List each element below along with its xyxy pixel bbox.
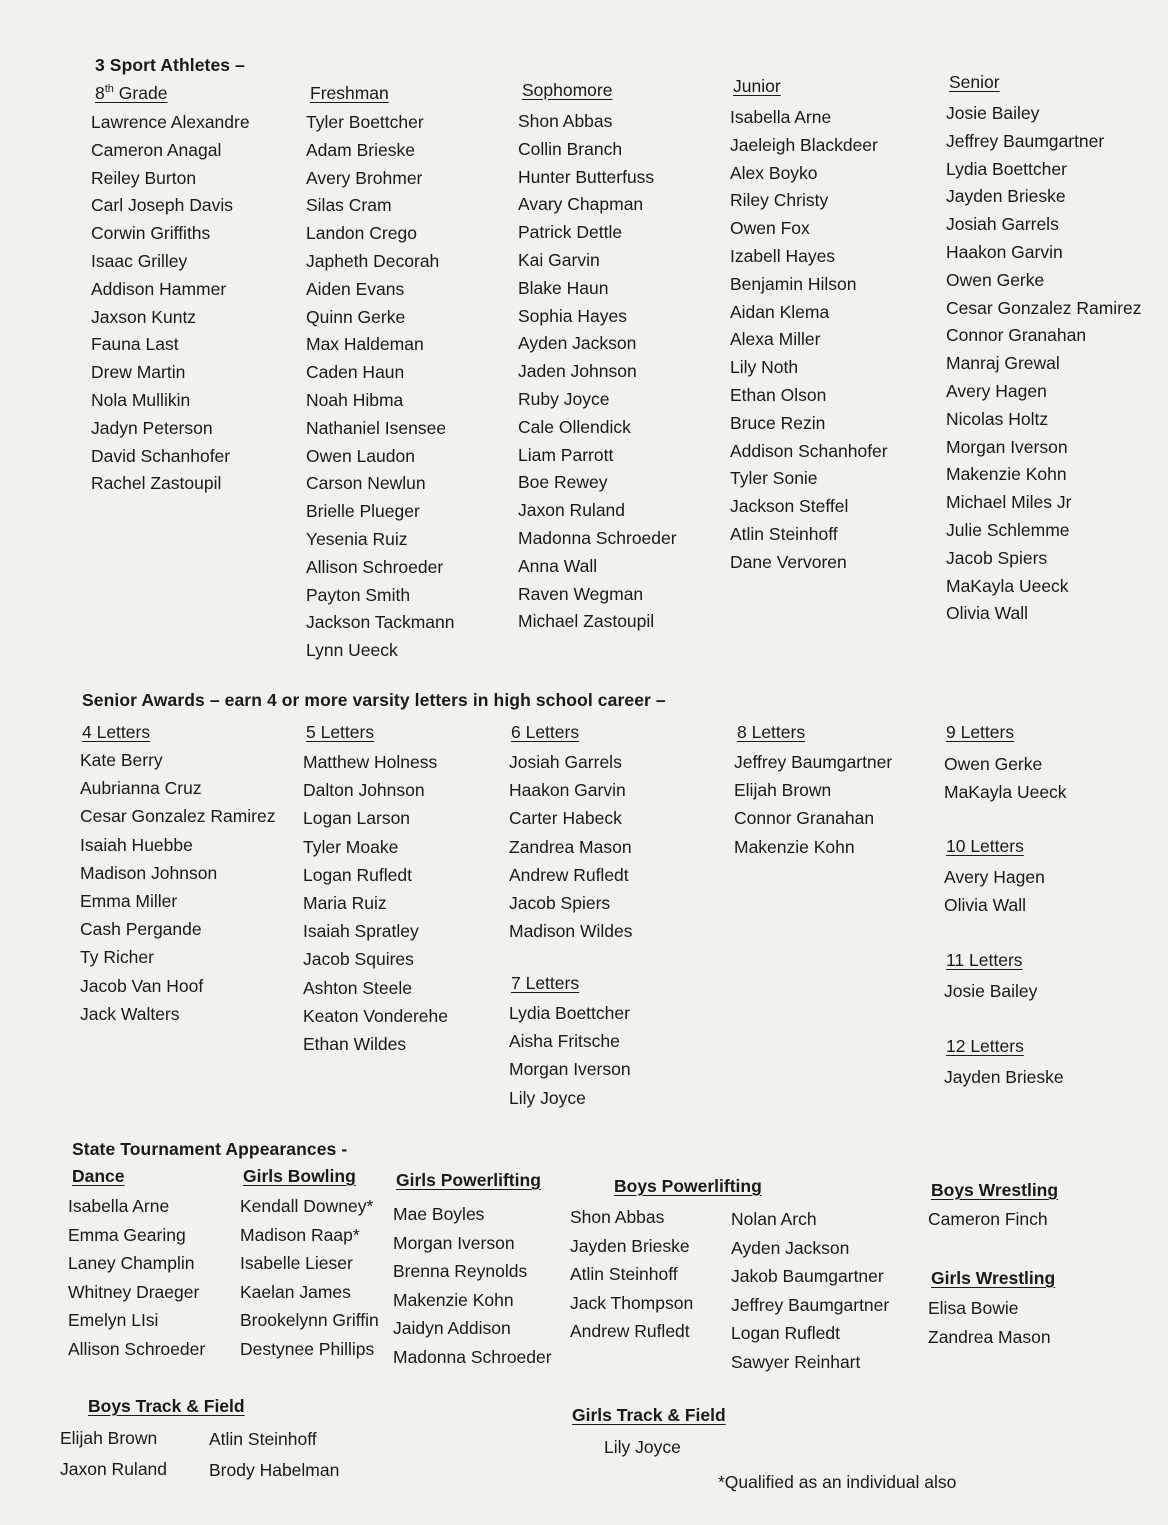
name-list-4-letters xyxy=(80,746,275,1028)
name-list-7-letters xyxy=(509,999,631,1112)
athlete-name: Ethan Wildes xyxy=(303,1034,407,1055)
athlete-name: Aisha Fritsche xyxy=(509,1031,620,1052)
athlete-name: Jack Thompson xyxy=(570,1292,694,1313)
athlete-name: Makenzie Kohn xyxy=(946,464,1067,485)
three-sport-athletes-title: 3 Sport Athletes – xyxy=(95,55,245,75)
athlete-name: Shon Abbas xyxy=(518,111,613,131)
athlete-name: Aidan Klema xyxy=(730,301,830,322)
name-list-10-letters xyxy=(944,863,1045,919)
qualification-footnote: *Qualified as an individual also xyxy=(718,1472,957,1492)
athlete-name: Jacob Spiers xyxy=(509,893,611,914)
column-heading-8th-grade xyxy=(95,83,167,104)
athlete-name: Avery Hagen xyxy=(946,380,1047,401)
athlete-name: Lynn Ueeck xyxy=(306,640,398,661)
athlete-name: Jaeleigh Blackdeer xyxy=(730,134,878,155)
athlete-name: Josiah Garrels xyxy=(509,752,622,772)
athlete-name: Maria Ruiz xyxy=(303,893,387,914)
athlete-name: Tyler Sonie xyxy=(730,468,818,489)
athlete-name: Ty Richer xyxy=(80,947,154,968)
column-heading-senior: Senior xyxy=(949,72,1000,92)
athlete-name: Morgan Iverson xyxy=(393,1232,515,1253)
athlete-name: Bruce Rezin xyxy=(730,412,826,433)
state-tournament-title: State Tournament Appearances - xyxy=(72,1139,348,1159)
athlete-name: Madonna Schroeder xyxy=(518,527,677,548)
grade-word: Grade xyxy=(113,83,168,103)
athlete-name: Brielle Plueger xyxy=(306,501,420,522)
awards-heading-12-letters: 12 Letters xyxy=(946,1036,1024,1056)
athlete-name: Jaxon Ruland xyxy=(60,1459,168,1479)
athlete-name: Josie Bailey xyxy=(946,103,1040,123)
athlete-name: Izabell Hayes xyxy=(730,245,836,266)
athlete-name: Jack Walters xyxy=(80,1003,180,1024)
name-list-12-letters xyxy=(944,1063,1064,1091)
athlete-name: Michael Miles Jr xyxy=(946,492,1072,513)
state-heading-girls-track: Girls Track & Field xyxy=(572,1405,726,1425)
athlete-name: Julie Schlemme xyxy=(946,519,1070,540)
athlete-name: Lawrence Alexandre xyxy=(91,112,250,132)
athlete-name: Allison Schroeder xyxy=(306,556,444,577)
athlete-name: Cale Ollendick xyxy=(518,416,631,437)
athlete-name: Elisa Bowie xyxy=(928,1298,1019,1318)
awards-heading-10-letters: 10 Letters xyxy=(946,836,1024,856)
athlete-name: Elijah Brown xyxy=(734,780,832,801)
athlete-name: Owen Laudon xyxy=(306,445,415,466)
grade-number: 8 xyxy=(95,83,105,103)
state-heading-girls-bowling: Girls Bowling xyxy=(243,1166,356,1186)
athlete-name: Max Haldeman xyxy=(306,334,424,355)
athlete-name: Kendall Downey* xyxy=(240,1196,374,1216)
athlete-name: Madison Johnson xyxy=(80,862,218,883)
athlete-name: Avary Chapman xyxy=(518,194,644,215)
athlete-name: Destynee Phillips xyxy=(240,1338,375,1359)
athlete-name: Atlin Steinhoff xyxy=(730,523,838,544)
state-heading-dance: Dance xyxy=(72,1166,125,1186)
awards-heading-11-letters: 11 Letters xyxy=(946,950,1023,970)
athlete-name: Sophia Hayes xyxy=(518,305,627,326)
name-list-6-letters xyxy=(509,748,633,945)
state-heading-boys-track: Boys Track & Field xyxy=(88,1396,245,1416)
athlete-name: Logan Rufledt xyxy=(303,864,412,885)
athlete-name: Kaelan James xyxy=(240,1281,351,1302)
athlete-name: Laney Champlin xyxy=(68,1253,195,1274)
athlete-name: Isaiah Spratley xyxy=(303,921,419,942)
athlete-name: Lydia Boettcher xyxy=(509,1003,630,1023)
athlete-name: Nola Mullikin xyxy=(91,389,191,410)
athlete-name: Matthew Holness xyxy=(303,752,438,772)
athlete-name: Morgan Iverson xyxy=(946,436,1068,457)
column-heading-junior: Junior xyxy=(733,76,781,96)
athlete-name: Atlin Steinhoff xyxy=(209,1429,317,1449)
athlete-name: Jeffrey Baumgartner xyxy=(946,130,1105,151)
athlete-name: Josiah Garrels xyxy=(946,214,1059,235)
athlete-name: Alexa Miller xyxy=(730,329,821,350)
name-list-boys-powerlifting-left xyxy=(570,1203,693,1346)
senior-awards-title: Senior Awards – earn 4 or more varsity letters in high school career – xyxy=(82,690,666,710)
athlete-name: Madonna Schroeder xyxy=(393,1346,552,1367)
awards-heading-5-letters: 5 Letters xyxy=(306,722,375,742)
athlete-name: Owen Gerke xyxy=(946,269,1045,290)
awards-heading-6-letters: 6 Letters xyxy=(511,722,580,742)
athlete-name: Corwin Griffiths xyxy=(91,223,211,244)
athlete-name: Makenzie Kohn xyxy=(393,1289,514,1310)
athlete-name: Raven Wegman xyxy=(518,583,644,604)
athlete-name: Hunter Butterfuss xyxy=(518,166,655,187)
athlete-name: Fauna Last xyxy=(91,334,179,355)
athlete-name: Zandrea Mason xyxy=(928,1326,1051,1347)
athlete-name: Boe Rewey xyxy=(518,472,608,493)
athlete-name: Carter Habeck xyxy=(509,808,622,829)
athlete-name: Isabella Arne xyxy=(730,107,832,127)
athlete-name: Lily Joyce xyxy=(509,1087,586,1108)
athlete-name: Ruby Joyce xyxy=(518,388,610,409)
athlete-name: Zandrea Mason xyxy=(509,836,632,857)
athlete-name: Kate Berry xyxy=(80,750,163,770)
athlete-name: Olivia Wall xyxy=(944,895,1026,916)
name-list-girls-powerlifting xyxy=(393,1200,552,1372)
name-list-girls-track xyxy=(604,1432,681,1463)
name-list-girls-bowling xyxy=(240,1192,379,1364)
athlete-name: Makenzie Kohn xyxy=(734,836,855,857)
athlete-name: Logan Rufledt xyxy=(731,1323,840,1344)
name-list-boys-track-right xyxy=(209,1424,339,1486)
athlete-name: Yesenia Ruiz xyxy=(306,528,408,549)
name-list-8th-grade xyxy=(91,109,250,498)
athlete-name: Dalton Johnson xyxy=(303,780,425,801)
athlete-name: Caden Haun xyxy=(306,362,405,383)
grade-ordinal-suffix: th xyxy=(104,83,114,96)
athlete-name: Emma Gearing xyxy=(68,1224,186,1245)
name-list-11-letters xyxy=(944,977,1037,1005)
athlete-name: Sawyer Reinhart xyxy=(731,1351,861,1372)
athlete-name: Owen Gerke xyxy=(944,754,1043,774)
athlete-name: Allison Schroeder xyxy=(68,1338,206,1359)
athlete-name: Avery Brohmer xyxy=(306,167,423,188)
athlete-name: Haakon Garvin xyxy=(946,241,1063,262)
athlete-name: Jayden Brieske xyxy=(570,1235,690,1256)
athlete-name: Nicolas Holtz xyxy=(946,408,1049,429)
name-list-boys-wrestling xyxy=(928,1205,1048,1234)
athlete-name: Adam Brieske xyxy=(306,139,415,160)
athlete-name: Jadyn Peterson xyxy=(91,417,213,438)
athlete-name: Connor Granahan xyxy=(946,325,1087,346)
athlete-name: Andrew Rufledt xyxy=(570,1321,690,1342)
athlete-name: Manraj Grewal xyxy=(946,353,1060,374)
athlete-name: Carl Joseph Davis xyxy=(91,195,233,216)
name-list-sophomore xyxy=(518,108,677,636)
athlete-name: Rachel Zastoupil xyxy=(91,473,222,494)
athlete-name: Alex Boyko xyxy=(730,162,818,183)
awards-heading-9-letters: 9 Letters xyxy=(946,722,1015,742)
athlete-name: Cash Pergande xyxy=(80,919,202,940)
athlete-name: Japheth Decorah xyxy=(306,250,440,271)
athlete-name: Jacob Squires xyxy=(303,949,414,970)
athlete-name: Anna Wall xyxy=(518,555,598,576)
athlete-name: Reiley Burton xyxy=(91,167,197,188)
athlete-name: Atlin Steinhoff xyxy=(570,1264,678,1285)
athlete-name: Michael Zastoupil xyxy=(518,611,655,632)
athlete-name: Lydia Boettcher xyxy=(946,158,1067,179)
athlete-name: Nolan Arch xyxy=(731,1209,817,1229)
athlete-name: Isabella Arne xyxy=(68,1196,170,1216)
athlete-name: Jacob Van Hoof xyxy=(80,975,204,996)
athlete-name: Olivia Wall xyxy=(946,603,1028,624)
name-list-9-letters xyxy=(944,750,1067,806)
athlete-name: Isabelle Lieser xyxy=(240,1253,353,1274)
state-heading-boys-wrestling: Boys Wrestling xyxy=(931,1180,1059,1200)
athlete-name: Jackson Steffel xyxy=(730,496,849,517)
athlete-name: Ashton Steele xyxy=(303,977,412,998)
athlete-name: Jeffrey Baumgartner xyxy=(731,1294,890,1315)
athlete-name: Noah Hibma xyxy=(306,389,404,410)
athlete-name: Morgan Iverson xyxy=(509,1059,631,1080)
athlete-name: Madison Wildes xyxy=(509,921,633,942)
athlete-name: Cesar Gonzalez Ramirez xyxy=(946,297,1142,318)
athlete-name: Liam Parrott xyxy=(518,444,614,465)
athlete-name: Jaxson Kuntz xyxy=(91,306,197,327)
name-list-5-letters xyxy=(303,748,448,1058)
name-list-girls-wrestling xyxy=(928,1294,1051,1351)
athlete-name: Haakon Garvin xyxy=(509,780,626,801)
athlete-name: Nathaniel Isensee xyxy=(306,417,447,438)
athlete-name: Riley Christy xyxy=(730,190,829,211)
awards-heading-4-letters: 4 Letters xyxy=(82,722,151,742)
awards-heading-7-letters: 7 Letters xyxy=(511,973,580,993)
name-list-freshman xyxy=(306,109,455,665)
athlete-name: Jaxon Ruland xyxy=(518,500,626,521)
column-heading-freshman: Freshman xyxy=(310,83,389,103)
athlete-name: Jackson Tackmann xyxy=(306,612,455,633)
athlete-name: Logan Larson xyxy=(303,808,411,829)
athlete-name: Madison Raap* xyxy=(240,1224,360,1245)
athlete-name: Keaton Vonderehe xyxy=(303,1005,448,1026)
athlete-name: Whitney Draeger xyxy=(68,1281,200,1302)
athlete-name: Kai Garvin xyxy=(518,249,600,270)
name-list-senior xyxy=(946,100,1141,628)
athlete-name: Landon Crego xyxy=(306,223,417,244)
athlete-name: Jayden Brieske xyxy=(946,186,1066,207)
awards-heading-8-letters: 8 Letters xyxy=(737,722,806,742)
athlete-name: Drew Martin xyxy=(91,362,186,383)
name-list-junior xyxy=(730,104,888,577)
athlete-name: Jacob Spiers xyxy=(946,547,1048,568)
athlete-name: Aiden Evans xyxy=(306,278,405,299)
athlete-name: Collin Branch xyxy=(518,138,623,159)
athlete-name: Jaidyn Addison xyxy=(393,1318,511,1339)
athlete-name: Benjamin Hilson xyxy=(730,273,857,294)
athlete-name: Silas Cram xyxy=(306,195,392,216)
state-heading-girls-wrestling: Girls Wrestling xyxy=(931,1268,1056,1288)
athlete-name: Isaiah Huebbe xyxy=(80,834,193,855)
athlete-name: Shon Abbas xyxy=(570,1207,665,1227)
athlete-name: Patrick Dettle xyxy=(518,222,623,243)
column-heading-sophomore: Sophomore xyxy=(522,80,613,100)
athlete-name: Jayden Brieske xyxy=(944,1067,1064,1087)
athlete-name: Lily Joyce xyxy=(604,1437,681,1457)
athlete-name: Brookelynn Griffin xyxy=(240,1310,379,1331)
athlete-name: Brody Habelman xyxy=(209,1460,340,1480)
athlete-name: David Schanhofer xyxy=(91,445,231,466)
athlete-name: Payton Smith xyxy=(306,584,411,605)
name-list-dance xyxy=(68,1192,205,1364)
athlete-name: Brenna Reynolds xyxy=(393,1261,528,1282)
athlete-name: Cesar Gonzalez Ramirez xyxy=(80,806,276,827)
athlete-name: Tyler Boettcher xyxy=(306,112,424,132)
athlete-name: Cameron Finch xyxy=(928,1209,1048,1229)
athlete-name: Aubrianna Cruz xyxy=(80,778,202,799)
athlete-name: Avery Hagen xyxy=(944,867,1045,887)
athlete-name: Dane Vervoren xyxy=(730,551,847,572)
athlete-name: Carson Newlun xyxy=(306,473,426,494)
athlete-name: Jeffrey Baumgartner xyxy=(734,752,893,772)
athlete-name: Ayden Jackson xyxy=(518,333,637,354)
name-list-boys-powerlifting-right xyxy=(731,1205,889,1377)
name-list-boys-track-left xyxy=(60,1423,167,1485)
athlete-name: Emelyn LIsi xyxy=(68,1310,159,1331)
athlete-name: Addison Schanhofer xyxy=(730,440,888,461)
athlete-name: MaKayla Ueeck xyxy=(944,782,1067,803)
athlete-name: Andrew Rufledt xyxy=(509,864,629,885)
athlete-name: Quinn Gerke xyxy=(306,306,406,327)
athlete-name: Elijah Brown xyxy=(60,1428,158,1448)
state-heading-boys-powerlifting: Boys Powerlifting xyxy=(614,1176,762,1196)
athlete-name: Josie Bailey xyxy=(944,981,1038,1001)
athlete-name: Connor Granahan xyxy=(734,808,875,829)
athlete-name: Ayden Jackson xyxy=(731,1237,850,1258)
athlete-name: Mae Boyles xyxy=(393,1204,485,1224)
athlete-name: Ethan Olson xyxy=(730,384,827,405)
athlete-name: Lily Noth xyxy=(730,357,799,378)
athlete-name: Cameron Anagal xyxy=(91,139,222,160)
athlete-name: Jakob Baumgartner xyxy=(731,1266,884,1287)
athlete-name: Owen Fox xyxy=(730,218,810,239)
athlete-name: Jaden Johnson xyxy=(518,361,637,382)
name-list-8-letters xyxy=(734,748,892,861)
athlete-name: Isaac Grilley xyxy=(91,250,188,271)
athlete-name: Tyler Moake xyxy=(303,836,399,857)
state-heading-girls-powerlifting: Girls Powerlifting xyxy=(396,1170,541,1190)
athlete-name: Emma Miller xyxy=(80,891,178,912)
athlete-name: Addison Hammer xyxy=(91,278,227,299)
athlete-name: Blake Haun xyxy=(518,277,609,298)
athlete-name: MaKayla Ueeck xyxy=(946,575,1069,596)
